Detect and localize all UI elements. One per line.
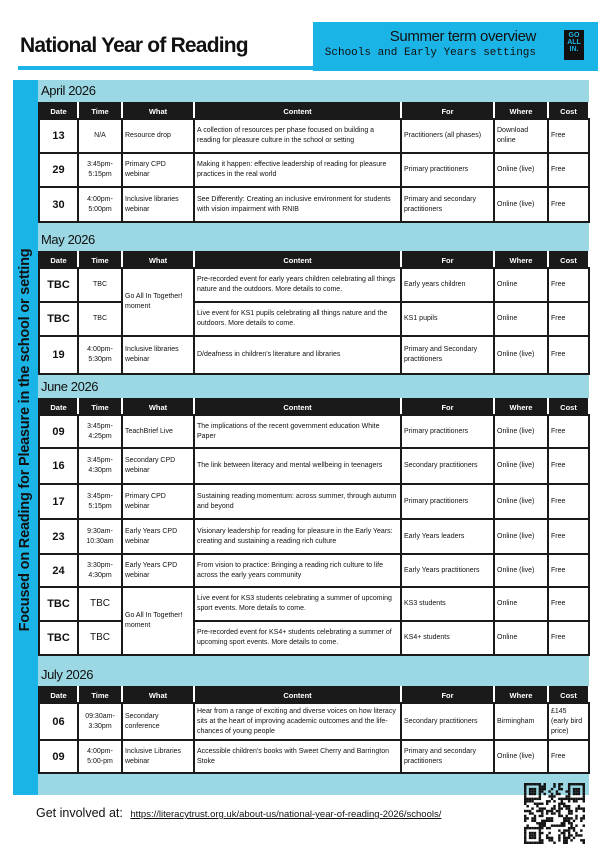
cell-content: Live event for KS1 pupils celebrating all things nature and the outdoors. More details to come. [194, 302, 401, 336]
cell-cost: Free [548, 302, 589, 336]
cell-for: Primary practitioners [401, 153, 494, 187]
cell-content: The implications of the recent government education White Paper [194, 415, 401, 448]
column-header: Time [78, 687, 122, 703]
column-header: Cost [548, 687, 589, 703]
cell-content: Visionary leadership for reading for pleasure in the Early Years: creating and sustaining a reading rich culture [194, 519, 401, 554]
cell-for: Primary and Secondary practitioners [401, 336, 494, 374]
cell-for: Primary practitioners [401, 484, 494, 519]
event-row [39, 740, 589, 773]
cell-content: See Differently: Creating an inclusive environment for students with vision impairment with RNIB [194, 187, 401, 222]
cell-where: Online (live) [494, 484, 548, 519]
cell-time: 4:00pm-5:30pm [78, 336, 122, 374]
cell-what: Early Years CPD webinar [122, 554, 194, 587]
column-header: For [401, 399, 494, 415]
month-heading: July 2026 [41, 667, 94, 682]
column-header: Content [194, 103, 401, 119]
events-table [38, 686, 590, 774]
cell-where: Online (live) [494, 448, 548, 484]
cell-what: Primary CPD webinar [122, 153, 194, 187]
column-header: Cost [548, 103, 589, 119]
cell-date: 16 [39, 448, 78, 484]
cell-for: Primary practitioners [401, 415, 494, 448]
cell-content: Pre-recorded event for early years children celebrating all things nature and the outdoors. More details to come. [194, 268, 401, 302]
cell-where: Online (live) [494, 153, 548, 187]
events-table [38, 102, 590, 223]
qr-code [524, 783, 585, 844]
column-header: Content [194, 399, 401, 415]
event-row [39, 268, 589, 302]
column-header: Cost [548, 399, 589, 415]
event-row [39, 484, 589, 519]
cell-cost: Free [548, 187, 589, 222]
cell-time: 3:45pm-5:15pm [78, 153, 122, 187]
month-section [38, 376, 589, 656]
cell-where: Online [494, 302, 548, 336]
cell-what: Inclusive Libraries webinar [122, 740, 194, 773]
cell-where: Download online [494, 119, 548, 153]
cell-time: N/A [78, 119, 122, 153]
event-row [39, 119, 589, 153]
cell-what: Inclusive libraries webinar [122, 187, 194, 222]
column-header: For [401, 252, 494, 268]
cell-cost: Free [548, 336, 589, 374]
cell-date: 13 [39, 119, 78, 153]
cell-where: Online [494, 587, 548, 621]
cell-where: Online (live) [494, 415, 548, 448]
footer-label: Get involved at: [36, 806, 123, 820]
column-header: Date [39, 252, 78, 268]
month-section [38, 229, 589, 375]
event-row [39, 554, 589, 587]
month-heading: April 2026 [41, 83, 96, 98]
cell-what: Secondary conference [122, 703, 194, 740]
event-row [39, 448, 589, 484]
column-header: Content [194, 687, 401, 703]
cell-time: 3:30pm-4:30pm [78, 554, 122, 587]
cell-what: Secondary CPD webinar [122, 448, 194, 484]
column-header: Content [194, 252, 401, 268]
cell-content: A collection of resources per phase focused on building a reading for pleasure culture in the school or setting [194, 119, 401, 153]
column-header: What [122, 399, 194, 415]
cell-content: Making it happen: effective leadership of reading for pleasure practices in the real world [194, 153, 401, 187]
cell-what: Go All In Together! moment [122, 587, 194, 655]
cell-date: 29 [39, 153, 78, 187]
cell-content: The link between literacy and mental wellbeing in teenagers [194, 448, 401, 484]
column-header: Time [78, 103, 122, 119]
cell-for: Primary and secondary practitioners [401, 740, 494, 773]
cell-cost: Free [548, 740, 589, 773]
cell-cost: Free [548, 587, 589, 621]
event-row [39, 621, 589, 655]
cell-cost: Free [548, 268, 589, 302]
cell-date: 17 [39, 484, 78, 519]
cell-date: TBC [39, 587, 78, 621]
month-heading: June 2026 [41, 379, 99, 394]
event-row [39, 153, 589, 187]
column-header: What [122, 103, 194, 119]
cell-what: Resource drop [122, 119, 194, 153]
cell-for: Early years children [401, 268, 494, 302]
event-row [39, 336, 589, 374]
cell-for: KS1 pupils [401, 302, 494, 336]
go-all-in-logo: GO ALL IN. [564, 30, 584, 60]
cell-for: KS3 students [401, 587, 494, 621]
cell-time: 4:00pm-5:00pm [78, 187, 122, 222]
column-header: Where [494, 103, 548, 119]
title-underline [18, 66, 316, 70]
column-header: Where [494, 687, 548, 703]
cell-for: Early Years practitioners [401, 554, 494, 587]
cell-what: Primary CPD webinar [122, 484, 194, 519]
cell-time: TBC [78, 587, 122, 621]
event-row [39, 187, 589, 222]
cell-date: 23 [39, 519, 78, 554]
cell-time: 3:45pm-4:30pm [78, 448, 122, 484]
cell-where: Online [494, 268, 548, 302]
cell-cost: Free [548, 448, 589, 484]
cell-where: Online (live) [494, 519, 548, 554]
banner-title: Summer term overview [389, 28, 536, 45]
cell-date: 09 [39, 415, 78, 448]
event-row [39, 519, 589, 554]
cell-date: 30 [39, 187, 78, 222]
banner [313, 22, 598, 71]
cell-cost: Free [548, 554, 589, 587]
cell-content: Hear from a range of exciting and diverse voices on how literacy sits at the heart of improving academic outcomes and the life-chances of young people [194, 703, 401, 740]
cell-time: 09:30am-3:30pm [78, 703, 122, 740]
month-heading: May 2026 [41, 232, 95, 247]
events-table [38, 398, 590, 656]
event-row [39, 703, 589, 740]
side-label: Focused on Reading for Pleasure in the school or setting [17, 248, 33, 632]
event-row [39, 587, 589, 621]
column-header: Date [39, 399, 78, 415]
banner-subtitle: Schools and Early Years settings [324, 47, 536, 59]
cell-for: Practitioners (all phases) [401, 119, 494, 153]
cell-cost: Free [548, 415, 589, 448]
column-header: For [401, 103, 494, 119]
cell-date: 24 [39, 554, 78, 587]
cell-date: 09 [39, 740, 78, 773]
cell-content: Pre-recorded event for KS4+ students celebrating a summer of upcoming sport events. More details to come. [194, 621, 401, 655]
cell-content: From vision to practice: Bringing a reading rich culture to life across the early years community [194, 554, 401, 587]
cell-where: Online (live) [494, 187, 548, 222]
cell-where: Online (live) [494, 554, 548, 587]
events-table [38, 251, 590, 375]
month-section [38, 80, 589, 223]
cell-what: Early Years CPD webinar [122, 519, 194, 554]
cell-time: TBC [78, 268, 122, 302]
cell-where: Online (live) [494, 336, 548, 374]
cell-what: TeachBrief Live [122, 415, 194, 448]
column-header: Where [494, 399, 548, 415]
column-header: For [401, 687, 494, 703]
cell-cost: Free [548, 484, 589, 519]
footer [36, 806, 441, 820]
cell-content: D/deafness in children's literature and libraries [194, 336, 401, 374]
cell-date: TBC [39, 268, 78, 302]
cell-date: 06 [39, 703, 78, 740]
footer-link[interactable]: https://literacytrust.org.uk/about-us/national-year-of-reading-2026/schools/ [130, 809, 442, 820]
cell-cost: Free [548, 621, 589, 655]
cell-cost: Free [548, 153, 589, 187]
cell-content: Live event for KS3 students celebrating a summer of upcoming sport events. More details to come. [194, 587, 401, 621]
cell-what: Inclusive libraries webinar [122, 336, 194, 374]
cell-time: TBC [78, 302, 122, 336]
cell-date: 19 [39, 336, 78, 374]
cell-content: Accessible children's books with Sweet Cherry and Barrington Stoke [194, 740, 401, 773]
cell-for: KS4+ students [401, 621, 494, 655]
cell-time: 9:30am-10:30am [78, 519, 122, 554]
cell-date: TBC [39, 621, 78, 655]
cell-for: Primary and secondary practitioners [401, 187, 494, 222]
cell-for: Early Years leaders [401, 519, 494, 554]
cell-cost: £145 (early bird price) [548, 703, 589, 740]
column-header: What [122, 252, 194, 268]
cell-for: Secondary practitioners [401, 448, 494, 484]
cell-where: Birmingham [494, 703, 548, 740]
cell-time: 3:45pm-5:15pm [78, 484, 122, 519]
event-row [39, 415, 589, 448]
column-header: Date [39, 687, 78, 703]
cell-cost: Free [548, 519, 589, 554]
column-header: Time [78, 399, 122, 415]
cell-where: Online [494, 621, 548, 655]
page-title: National Year of Reading [20, 34, 248, 57]
cell-what: Go All In Together! moment [122, 268, 194, 336]
month-section [38, 664, 589, 774]
cell-time: 3:45pm-4:25pm [78, 415, 122, 448]
cell-cost: Free [548, 119, 589, 153]
cell-date: TBC [39, 302, 78, 336]
cell-where: Online (live) [494, 740, 548, 773]
column-header: Time [78, 252, 122, 268]
column-header: What [122, 687, 194, 703]
column-header: Where [494, 252, 548, 268]
cell-content: Sustaining reading momentum: across summer, through autumn and beyond [194, 484, 401, 519]
cell-time: 4:00pm-5:00-pm [78, 740, 122, 773]
cell-for: Secondary practitioners [401, 703, 494, 740]
cell-time: TBC [78, 621, 122, 655]
event-row [39, 302, 589, 336]
column-header: Cost [548, 252, 589, 268]
column-header: Date [39, 103, 78, 119]
